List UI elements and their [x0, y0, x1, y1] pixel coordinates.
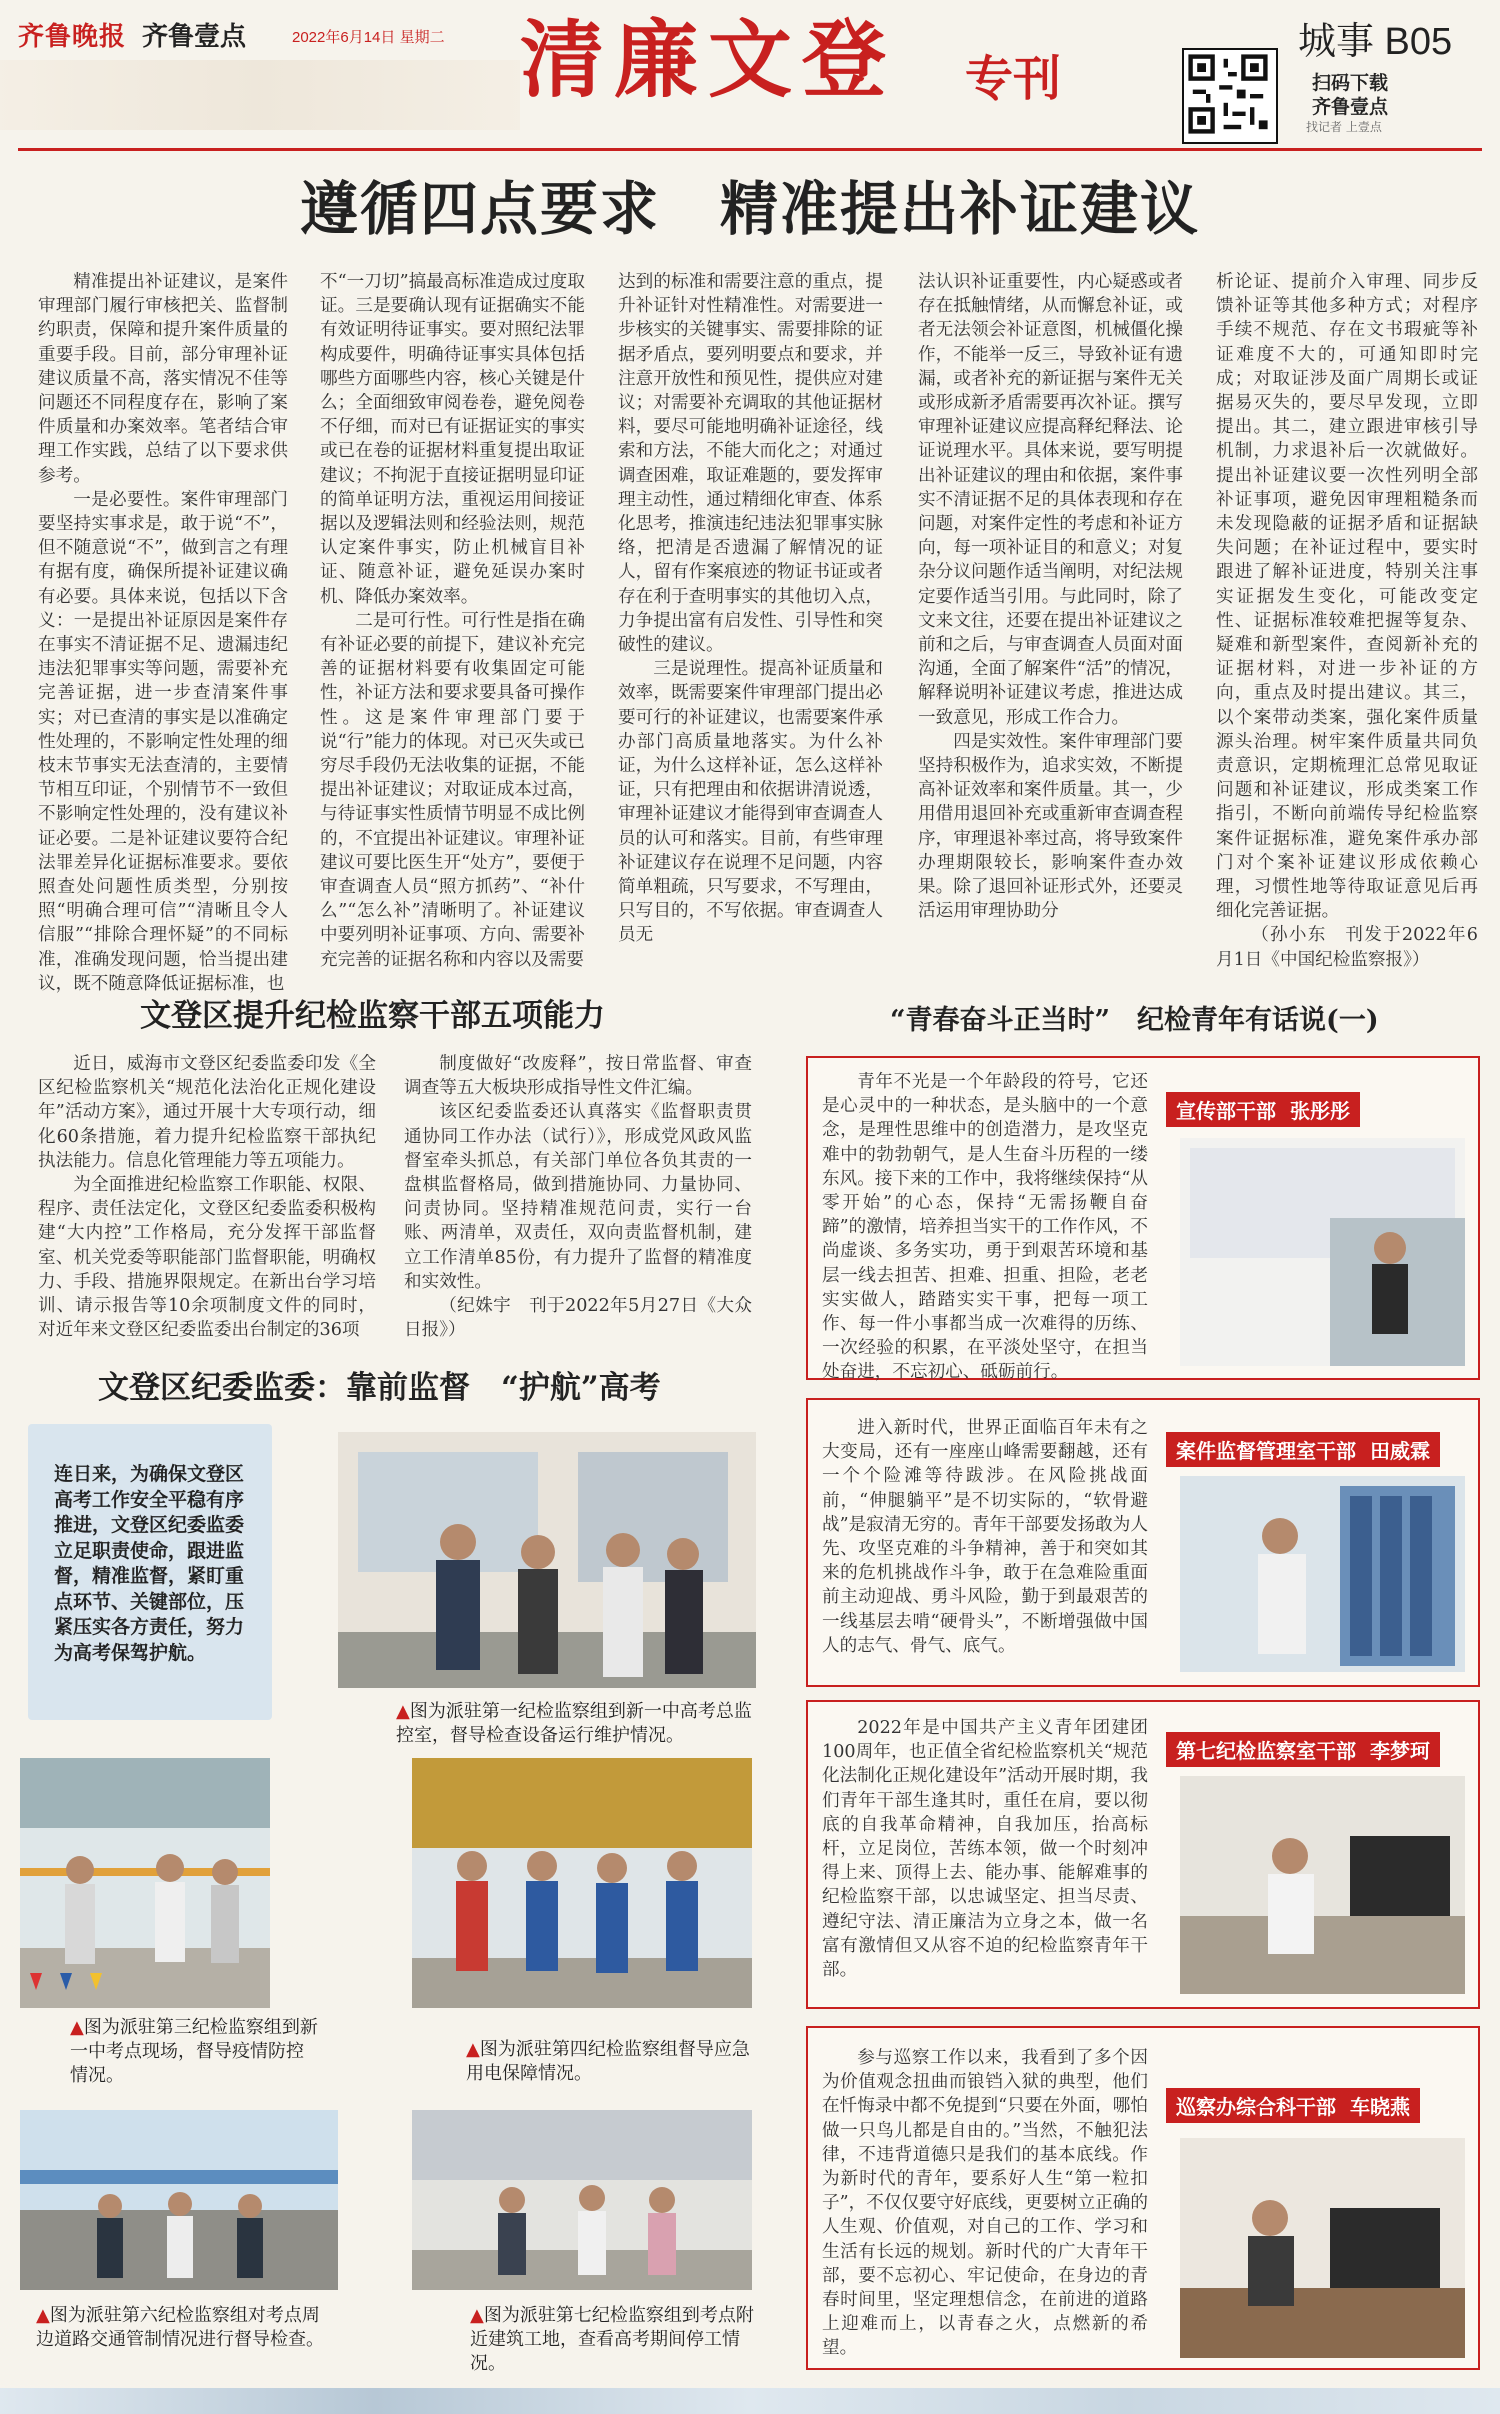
- caption-photo-5-text: 图为派驻第七纪检监察组到考点附近建筑工地，查看高考期间停工情况。: [470, 2305, 754, 2374]
- main-column-4: [918, 270, 1183, 960]
- photo-exam-site: [20, 1758, 270, 2008]
- youth-heading: “青春奋斗正当时” 纪检青年有话说(一): [890, 1005, 1379, 1036]
- youth-dept-3: 第七纪检监察室干部: [1176, 1739, 1356, 1763]
- paragraph: （纪姝宇 刊于2022年5月27日《大众日报》）: [404, 1296, 752, 1341]
- caption-photo-1: [396, 1700, 756, 1748]
- article3-intro: 连日来，为确保文登区高考工作安全平稳有序推进，文登区纪委监委立足职责使命，跟进监督，精准监督，紧盯重点环节、关键部位，压紧压实各方责任，努力为高考保驾护航。: [54, 1463, 245, 1664]
- triangle-icon: ▲: [466, 2039, 480, 2060]
- youth-name-3: 李梦珂: [1370, 1739, 1430, 1763]
- caption-photo-2: [70, 2016, 320, 2088]
- paragraph: 不“一刀切”搞最高标准造成过度取证。三是要确认现有证据确实不能有效证明待证事实。要对照纪法罪构成要件，明确待证事实具体包括哪些方面哪些内容，核心关键是什么；全面细致审阅卷卷，避免阅卷不仔细，而对已有证据证实的事实或已在卷的证据材料重复提出取证建议；不拘泥于直接证据明显印证的简单证明方法，重视运用间接证据以及逻辑法则和经验法则，规范认定案件事实，防止机械盲目补证、随意补证，避免延误办案时机、降低办案效率。: [320, 272, 585, 607]
- paragraph: 为全面推进纪检监察工作职能、权限、程序、责任法定化，文登区纪委监委积极构建“大内控”工作格局，充分发挥干部监督室、机关党委等职能部门监督职能，明确权力、手段、措施界限规定。在新出台学习培训、请示报告等10余项制度文件的同时，对近年来文登区纪委监委出台制定的36项: [38, 1175, 376, 1341]
- main-column-3: [618, 270, 883, 960]
- section-page-label: 城事 B05: [1298, 21, 1453, 63]
- header-decor-band: [0, 60, 520, 130]
- paragraph: 四是实效性。案件审理部门要坚持积极作为，追求实效，不断提高补证效率和案件质量。其一，少用借用退回补充或重新审查调查程序，审理退补率过高，将导致案件办理期限较长，影响案件查办效果。除了退回补证形式外，还要灵活运用审理协助分: [918, 731, 1183, 922]
- youth-dept-2: 案件监督管理室干部: [1176, 1439, 1356, 1463]
- main-column-1: [38, 270, 288, 994]
- masthead-title: 清廉文登: [520, 10, 897, 109]
- masthead-special: 专刊: [965, 51, 1062, 107]
- main-column-5: [1216, 270, 1478, 970]
- paragraph: 近日，威海市文登区纪委监委印发《全区纪检监察机关“规范化法治化正规化建设年”活动方案》，通过开展十大专项行动，细化60条措施，着力提升纪检监察干部执纪执法能力。信息化管理能力等五项能力。: [38, 1054, 376, 1171]
- youth-tag-3: [1166, 1732, 1440, 1767]
- youth-name-4: 车晓燕: [1350, 2095, 1410, 2119]
- newspaper-logo: 齐鲁晚报: [18, 22, 127, 52]
- footer-decor-band: [0, 2388, 1500, 2414]
- main-headline: 遵循四点要求 精准提出补证建议: [299, 175, 1200, 243]
- paragraph: 该区纪委监委还认真落实《监督职责贯通协同工作办法（试行）》，形成党风政风监督室牵头抓总，有关部门单位各负其责的一盘棋监督格局，做到措施协同、力量协同、问责协同。坚持精准规范问责，实行一台账、两清单，双责任，双向责监督机制，建立工作清单85份，有力提升了监督的精准度和实效性。: [404, 1102, 752, 1292]
- app-logo: 齐鲁壹点: [142, 22, 247, 52]
- article2-column-2: [404, 1052, 752, 1340]
- photo-youth-3: [1180, 1776, 1465, 1994]
- paragraph: 法认识补证重要性，内心疑惑或者存在抵触情绪，从而懈怠补证，或者无法领会补证意图，机械僵化操作，不能举一反三，导致补证有遗漏，或者补充的新证据与案件无关或形成新矛盾需要再次补证。撰写审理补证建议应提高释纪释法、论证说理水平。具体来说，要写明提出补证建议的理由和依据，案件事实不清证据不足的具体表现和存在问题，对案件定性的考虑和补证方向，每一项补证目的和意义；对复杂分议问题作适当阐明，对纪法规定要作适当引用。与此同时，除了文来文往，还要在提出补证建议之前和之后，与审查调查人员面对面沟通，全面了解案件“活”的情况，解释说明补证建议考虑，推进达成一致意见，形成工作合力。: [918, 272, 1183, 728]
- article2-column-1: [38, 1052, 376, 1340]
- youth-dept-1: 宣传部干部: [1176, 1099, 1276, 1123]
- youth-tag-1: [1166, 1092, 1360, 1127]
- photo-youth-4: [1180, 2138, 1465, 2358]
- qr-tagline: 找记者 上壹点: [1306, 120, 1382, 134]
- paragraph: 三是说理性。提高补证质量和效率，既需要案件审理部门提出必要可行的补证建议，也需要案件承办部门高质量地落实。为什么补证，为什么这样补证，怎么这样补证，只有把理由和依据讲清说透，审理补证建议才能得到审查调查人员的认可和落实。目前，有些审理补证建议存在说理不足问题，内容简单粗疏，只写要求，不写理由，只写目的，不写依据。审查调查人员无: [618, 659, 883, 946]
- paragraph: 析论证、提前介入审理、同步反馈补证等其他多种方式；对程序手续不规范、存在文书瑕疵等补证难度不大的，可通知即时完成；对取证涉及面广周期长或证据易灭失的，要尽早发现，立即提出。其二，建立跟进审核引导机制，力求退补后一次就做好。提出补证建议要一次性列明全部补证事项，避免因审理粗糙条而未发现隐蔽的证据矛盾和证据缺失问题；在补证过程中，要实时跟进了解补证进度，特别关注事实证据发生变化，可能改变定性、证据标准较难把握等复杂、疑难和新型案件，查阅新补充的证据材料，对进一步补证的方向，重点及时提出建议。其三，以个案带动类案，强化案件质量源头治理。树牢案件质量共同负责意识，定期梳理汇总常见取证问题和补证建议，形成类案工作指引，不断向前端传导纪检监察案件证据标准，避免案件承办部门对个案补证建议形成依赖心理，习惯性地等待取证意见后再细化完善证据。: [1216, 272, 1478, 922]
- issue-date: 2022年6月14日 星期二: [292, 29, 445, 46]
- youth-name-1: 张彤彤: [1290, 1099, 1350, 1123]
- photo-youth-2: [1180, 1476, 1465, 1672]
- youth-dept-4: 巡察办综合科干部: [1176, 2095, 1336, 2119]
- caption-photo-5: [470, 2304, 760, 2376]
- header-rule: [18, 148, 1482, 151]
- paragraph: 二是可行性。可行性是指在确有补证必要的前提下，建议补充完善的证据材料要有收集固定可能性，补证方法和要求要具备可操作性。这是案件审理部门要于说“行”能力的体现。对已灭失或已穷尽手段仍无法收集的证据，不能提出补证建议；对取证成本过高，与待证事实性质情节明显不成比例的，不宜提出补证建议。审理补证建议可要比医生开“处方”，要便于审查调查人员“照方抓药”、“补什么”“怎么补”清晰明了。补证建议中要列明补证事项、方向、需要补充完善的证据名称和内容以及需要: [320, 610, 585, 970]
- paragraph: 一是必要性。案件审理部门要坚持实事求是，敢于说“不”，但不随意说“不”，做到言之有理有据有度，确保所提补证建议确有必要。具体来说，包括以下含义：一是提出补证原因是案件存在事实不清证据不足、遗漏违纪违法犯罪事实等问题，需要补充完善证据，进一步查清案件事实；对已查清的事实是以准确定性处理的，不影响定性处理的细枝末节事实无法查清的，主要情节相互印证，个别情节不一致但不影响定性处理的，没有建议补证必要。二是补证建议要符合纪法罪差异化证据标准要求。要依照查处问题性质类型，分别按照“明确合理可信”“清晰且令人信服”“排除合理怀疑”的不同标准，准确发现问题，恰当提出建议，既不随意降低证据标准，也: [38, 489, 288, 994]
- photo-youth-1: [1180, 1138, 1465, 1366]
- youth-text-1: 青年不光是一个年龄段的符号，它还是心灵中的一种状态，是头脑中的一个意念，是理性思维中的创造潜力，是攻坚克难中的勃勃朝气，是人生奋斗历程的一缕东风。接下来的工作中，我将继续保持“从零开始”的心态，保持“无需扬鞭自奋蹄”的激情，培养担当实干的工作作风，不尚虚谈、多务实功，勇于到艰苦环境和基层一线去担苦、担难、担重、担险，老老实实做人，踏踏实实干事，把每一项工作、每一件小事都当成一次难得的历练、一次经验的积累，在平淡处坚守，在担当处奋进，不忘初心、砥砺前行。: [822, 1072, 1148, 1383]
- youth-text-4: 参与巡察工作以来，我看到了多个因为价值观念扭曲而锒铛入狱的典型，他们在忏悔录中都不免提到“只要在外面，哪怕做一只鸟儿都是自由的。”当然，不触犯法律，不违背道德只是我们的基本底线。作为新时代的青年，要系好人生“第一粒扣子”，不仅仅要守好底线，更要树立正确的人生观、价值观，对自己的工作、学习和生活有长远的规划。新时代的广大青年干部，要不忘初心、牢记使命，在身边的青春时间里，坚定理想信念，在前进的道路上迎难而上，以青春之火，点燃新的希望。: [822, 2048, 1148, 2359]
- youth-text-2: 进入新时代，世界正面临百年未有之大变局，还有一座座山峰需要翻越，还有一个个险滩等待跋涉。在风险挑战面前，“伸腿躺平”是不切实际的，“软骨避战”是寂清无穷的。青年干部要发扬敢为人先、攻坚克难的斗争精神，善于和突如其来的危机挑战作斗争，敢于在急难险重面前主动迎战、勇斗风险，勤于到最艰苦的一线基层去啃“硬骨头”，不断增强做中国人的志气、骨气、底气。: [822, 1418, 1148, 1656]
- article2-heading: 文登区提升纪检监察干部五项能力: [140, 998, 605, 1034]
- triangle-icon: ▲: [396, 1701, 410, 1722]
- caption-photo-2-text: 图为派驻第三纪检监察组到新一中考点现场，督导疫情防控情况。: [70, 2017, 318, 2086]
- main-column-2: [320, 270, 585, 970]
- youth-tag-4: [1166, 2088, 1420, 2123]
- triangle-icon: ▲: [470, 2305, 484, 2326]
- qr-code-icon[interactable]: [1182, 48, 1278, 144]
- caption-photo-3-text: 图为派驻第四纪检监察组督导应急用电保障情况。: [466, 2039, 750, 2084]
- photo-monitoring-room: [338, 1432, 756, 1688]
- article3-heading: 文登区纪委监委：靠前监督 “护航”高考: [98, 1370, 661, 1406]
- caption-photo-4: [36, 2304, 336, 2352]
- qr-download-label: [1312, 72, 1388, 120]
- youth-name-2: 田威霖: [1370, 1439, 1430, 1463]
- caption-photo-4-text: 图为派驻第六纪检监察组对考点周边道路交通管制情况进行督导检查。: [36, 2305, 324, 2350]
- caption-photo-1-text: 图为派驻第一纪检监察组到新一中高考总监控室，督导检查设备运行维护情况。: [396, 1701, 752, 1746]
- photo-construction-site: [412, 2110, 752, 2290]
- photo-power-supply: [412, 1758, 752, 2008]
- photo-traffic-control: [20, 2110, 338, 2290]
- triangle-icon: ▲: [70, 2017, 84, 2038]
- youth-tag-2: [1166, 1432, 1440, 1467]
- triangle-icon: ▲: [36, 2305, 50, 2326]
- qr-download-text: 扫码下载 齐鲁壹点: [1312, 72, 1389, 118]
- paragraph: 达到的标准和需要注意的重点，提升补证针对性精准性。对需要进一步核实的关键事实、需要排除的证据矛盾点，要列明要点和要求，并注意开放性和预见性，提供应对建议；对需要补充调取的其他证据材料，要尽可能地明确补证途径，线索和方法，不能大而化之；对通过调查困难，取证难题的，要发挥审理主动性，通过精细化审查、体系化思考，推演违纪违法犯罪事实脉络，把清是否遗漏了解情况的证人，留有作案痕迹的物证书证或者存在利于查明事实的其他切入点，力争提出富有启发性、引导性和突破性的建议。: [618, 272, 883, 656]
- paragraph: 精准提出补证建议，是案件审理部门履行审核把关、监督制约职责，保障和提升案件质量的重要手段。目前，部分审理补证建议质量不高，落实情况不佳等问题还不同程度存在，影响了案件质量和办案效率。笔者结合审理工作实践，总结了以下要求供参考。: [38, 272, 288, 486]
- youth-text-3: 2022年是中国共产主义青年团建团100周年，也正值全省纪检监察机关“规范化法制化正规化建设年”活动开展时期，我们青年干部生逢其时，重任在肩，要以彻底的自我革命精神，自我加压，抬高标杆，立足岗位，苦练本领，做一个时刻冲得上来、顶得上去、能办事、能解难事的纪检监察干部，以忠诚坚定、担当尽责、遵纪守法、清正廉洁为立身之本，做一名富有激情但又从容不迫的纪检监察青年干部。: [822, 1718, 1148, 1981]
- paragraph: 制度做好“改废释”，按日常监督、审查调查等五大板块形成指导性文件汇编。: [404, 1054, 752, 1099]
- caption-photo-3: [466, 2038, 756, 2086]
- paragraph: （孙小东 刊发于2022年6月1日《中国纪检监察报》）: [1216, 925, 1478, 970]
